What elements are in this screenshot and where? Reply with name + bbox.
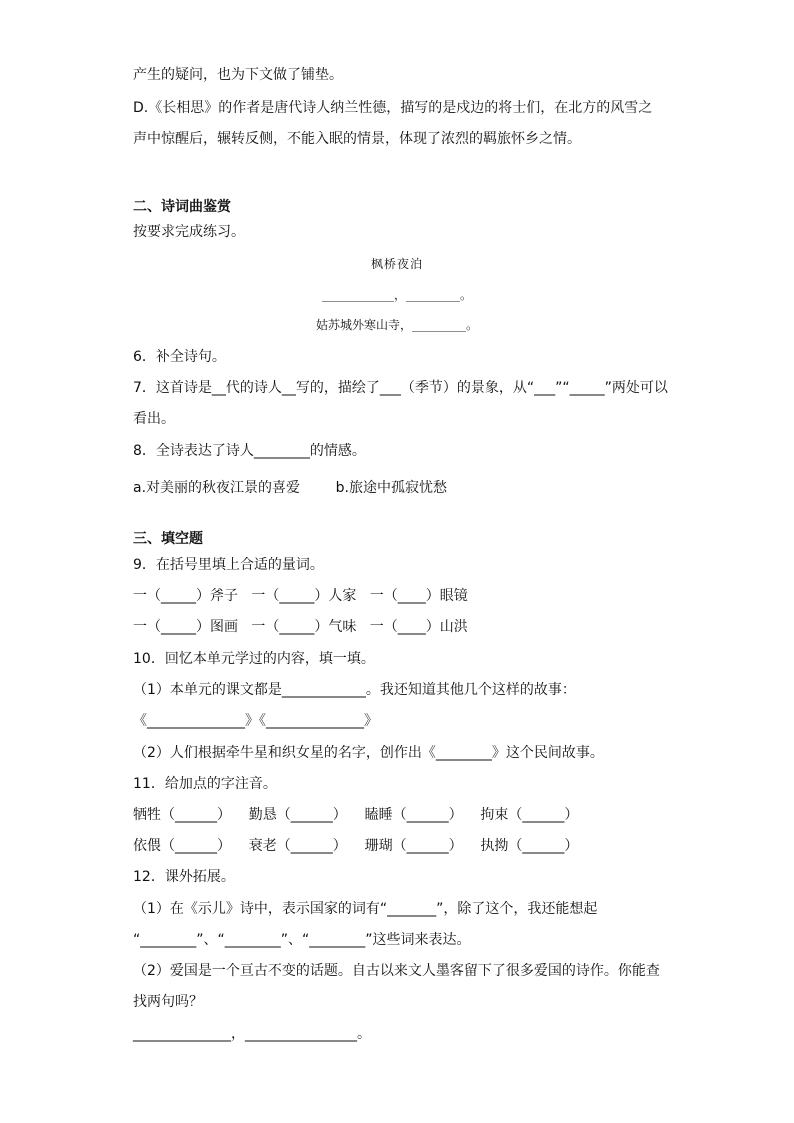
question-7: 7．这首诗是__代的诗人__写的，描绘了___（季节）的景象，从“___”“_____”两处可以 [133, 380, 668, 396]
question-12-1-cont: “________”、“________”、“________”这些词来表达。 [133, 932, 471, 948]
question-11: 11．给加点的字注音。 [133, 776, 277, 792]
poem-line-blank: ____________，_________。 [321, 288, 472, 302]
question-12-2-cont: 找两句吗？ [133, 994, 203, 1010]
question-8: 8．全诗表达了诗人________的情感。 [133, 443, 366, 459]
text-line: 产生的疑问，也为下文做了铺垫。 [133, 67, 343, 83]
question-8-options: a.对美丽的秋夜江景的喜爱 b.旅途中孤寂忧愁 [133, 480, 447, 496]
section-heading-poetry: 二、诗词曲鉴赏 [133, 199, 231, 215]
question-12-1: （1）在《示儿》诗中，表示国家的词有“_______”，除了这个，我还能想起 [133, 901, 598, 917]
section-heading-fill-in: 三、填空题 [133, 531, 203, 547]
question-12: 12．课外拓展。 [133, 869, 235, 885]
question-6: 6．补全诗句。 [133, 349, 226, 365]
question-9: 9．在括号里填上合适的量词。 [133, 557, 324, 573]
option-d-line: D.《长相思》的作者是唐代诗人纳兰性德，描写的是戍边的将士们，在北方的风雪之 [133, 100, 653, 116]
instruction-text: 按要求完成练习。 [133, 224, 245, 240]
question-10-1: （1）本单元的课文都是____________。我还知道其他几个这样的故事： [133, 682, 576, 698]
question-7-cont: 看出。 [133, 411, 175, 427]
question-11-row2: 依偎（______） 衰老（______） 珊瑚（______） 执拗（______） [133, 838, 579, 854]
question-9-row2: 一（_____）图画 一（_____）气味 一（____）山洪 [133, 619, 468, 635]
question-11-row1: 牺牲（______） 勤恳（______） 瞌睡（______） 拘束（______） [133, 807, 579, 823]
question-9-row1: 一（_____）斧子 一（_____）人家 一（____）眼镜 [133, 588, 468, 604]
option-d-line-cont: 声中惊醒后，辗转反侧，不能入眠的情景，体现了浓烈的羁旅怀乡之情。 [133, 131, 581, 147]
question-12-answer-blanks: ______________，________________。 [133, 1026, 371, 1042]
question-12-2: （2）爱国是一个亘古不变的话题。自古以来文人墨客留下了很多爱国的诗作。你能查 [133, 963, 660, 979]
question-10: 10．回忆本单元学过的内容，填一填。 [133, 651, 375, 667]
poem-line-partial: 姑苏城外寒山寺，_________。 [315, 318, 478, 332]
poem-title: 枫桥夜泊 [370, 257, 423, 271]
question-10-1-books: 《______________》《______________》 [133, 713, 378, 729]
question-10-2: （2）人们根据牵牛星和织女星的名字，创作出《________》这个民间故事。 [133, 745, 604, 761]
